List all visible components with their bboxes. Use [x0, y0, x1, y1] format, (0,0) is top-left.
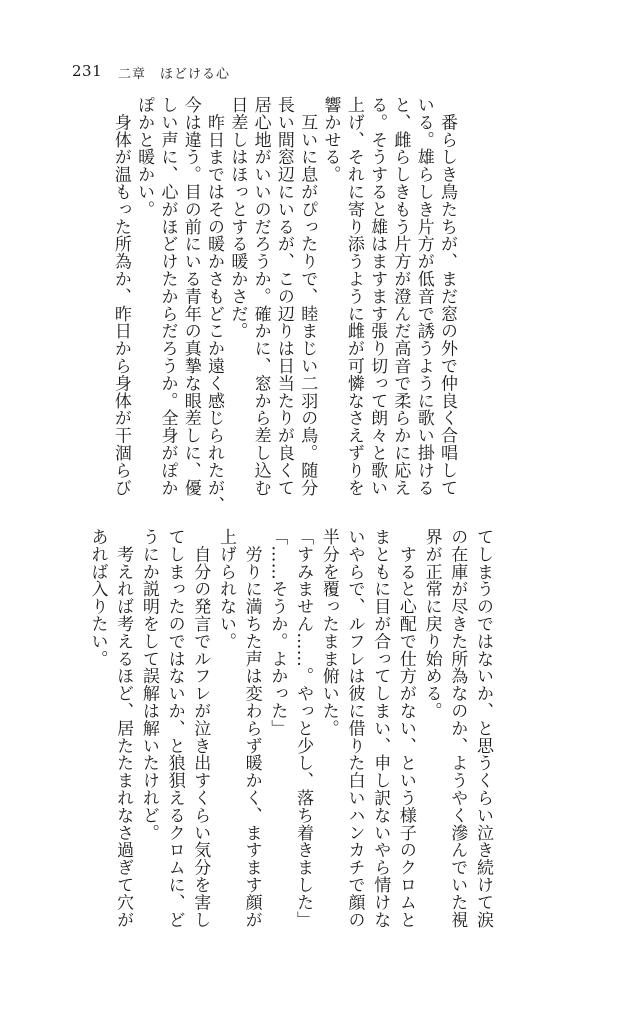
- text-line: いやらで、ルフレは彼に借りた白いハンカチで顔の: [344, 528, 365, 929]
- text-line: 半分を覆ったまま俯いた。: [318, 528, 339, 737]
- text-line: と、雌らしきもう片方が澄んだ高音で柔らかに応え: [390, 96, 411, 497]
- text-line: 長い間窓辺にいるが、この辺りは日当たりが良くて: [273, 96, 294, 497]
- page-number: 231: [72, 62, 103, 80]
- text-line: いる。雄らしき片方が低音で誘うように歌い掛ける: [413, 96, 434, 497]
- text-line: すると心配で仕方がない、という様子のクロムと: [395, 528, 416, 929]
- text-line: うにか説明をして誤解は解いたけれど。: [138, 528, 159, 842]
- text-line: 考えれば考えるほど、居たたまれなさ過ぎて穴が: [113, 528, 134, 929]
- running-head-chapter-title: 二章 ほどける心: [118, 67, 231, 82]
- text-line: 番らしき鳥たちが、まだ窓の外で仲良く合唱して: [437, 96, 457, 497]
- text-line: 界が正常に戻り始める。: [421, 528, 442, 720]
- text-line: 昨日まではその暖かさもどこか遠く感じられたが、: [204, 96, 225, 514]
- text-line: 「すみません……。やっと少し、落ち着きました」: [293, 528, 314, 929]
- text-line: る。そうすると雄はますます張り切って朗々と歌い: [367, 96, 388, 497]
- text-line: まともに目が合ってしまい、申し訳ないやら情けな: [370, 528, 391, 929]
- text-line: ぽかと暖かい。: [134, 96, 155, 218]
- text-line: しい声に、心がほどけたからだろうか。全身がぽか: [157, 96, 178, 497]
- text-line: の在庫が尽きた所為なのか、ようやく滲んでいた視: [447, 528, 468, 929]
- text-line: 自分の発言でルフレが泣き出すくらい気分を害し: [190, 528, 211, 929]
- text-line: 今は違う。目の前にいる青年の真摯な眼差しに、優: [180, 96, 201, 497]
- upper-text-block: [109, 96, 458, 514]
- text-line: 日差しはほっとする暖かさだ。: [227, 96, 248, 340]
- text-line: 労りに満ちた声は変わらず暖かく、ますます顔が: [241, 528, 262, 929]
- text-line: 響かせる。: [320, 96, 341, 183]
- text-line: 上げられない。: [215, 528, 236, 650]
- text-line: 上げ、それに寄り添うように雌が可憐なさえずりを: [343, 96, 364, 497]
- text-line: 互いに息がぴったりで、睦まじい二羽の鳥。随分: [297, 96, 318, 497]
- text-line: 居心地がいいのだろうか。確かに、窓から差し込む: [250, 96, 271, 497]
- text-line: てしまうのではないか、と思うくらい泣き続けて涙: [473, 528, 493, 929]
- text-line: あれば入りたい。: [87, 528, 108, 668]
- text-line: てしまったのではないか、と狼狽えるクロムに、ど: [164, 528, 185, 929]
- lower-text-block: [84, 528, 495, 938]
- text-line: 身体が温もった所為か、昨日から身体が干涸らび: [110, 96, 131, 497]
- text-line: 「……そうか。よかった」: [267, 528, 288, 737]
